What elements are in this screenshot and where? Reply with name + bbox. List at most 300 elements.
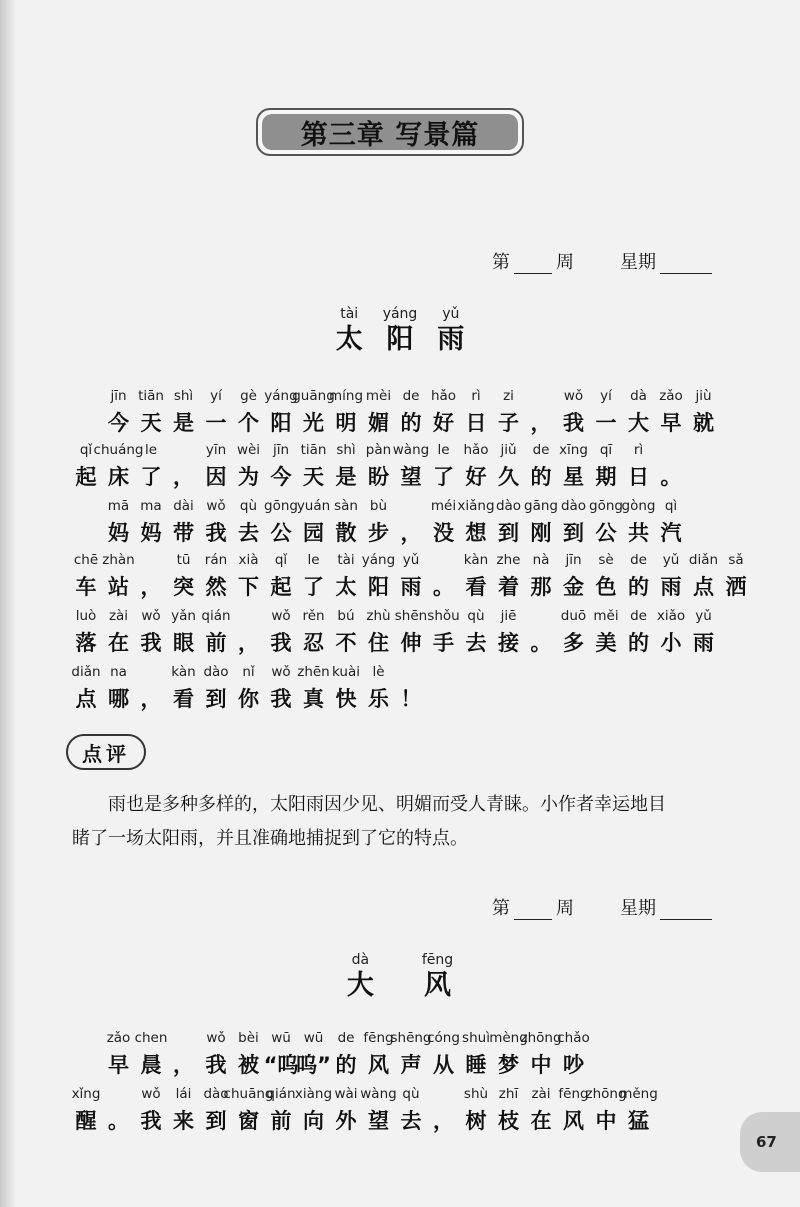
hanzi: 风 (368, 1053, 389, 1077)
hanzi: 雨 (693, 631, 714, 655)
pinyin: zhī (498, 1086, 519, 1102)
hanzi: 的 (628, 631, 649, 655)
hanzi: 小 (660, 631, 682, 655)
pinyin: zǎo (659, 388, 683, 404)
hanzi: 了 (140, 465, 162, 489)
pinyin: dà (630, 388, 647, 404)
pinyin: jiù (695, 388, 712, 404)
pinyin: gōng (264, 498, 298, 514)
pinyin: wū (303, 1030, 324, 1046)
hanzi: 个 (238, 411, 259, 435)
hanzi: 前 (270, 1109, 292, 1133)
hanzi: 。 (530, 631, 552, 655)
pinyin: chuáng (93, 442, 144, 458)
pinyin: zài (531, 1086, 551, 1102)
hanzi: 起 (270, 575, 292, 599)
hanzi: ， (400, 521, 422, 545)
pinyin: qì (664, 498, 678, 514)
pinyin: xiàng (294, 1086, 333, 1102)
pinyin: cóng (427, 1030, 460, 1046)
week-blank (514, 255, 552, 274)
hanzi: 步 (368, 521, 389, 545)
hanzi: 妈 (140, 521, 162, 545)
pinyin: na (110, 664, 127, 680)
hanzi: ， (140, 575, 162, 599)
hanzi: 住 (368, 631, 389, 655)
hanzi: 哪 (108, 687, 129, 711)
hanzi: 那 (530, 575, 552, 599)
hanzi: 前 (205, 631, 227, 655)
pinyin: yáng (361, 552, 396, 568)
hanzi: 汽 (660, 521, 682, 545)
hanzi: 声 (400, 1053, 422, 1077)
hanzi: 久 (498, 465, 519, 489)
hanzi: 好 (465, 465, 487, 489)
week-line-2 (492, 894, 712, 920)
hanzi: 洒 (725, 575, 747, 599)
pinyin: wǒ (206, 498, 226, 514)
hanzi: 太 (335, 575, 357, 599)
hanzi: 阳 (368, 575, 389, 599)
pinyin: dào (203, 1086, 229, 1102)
pinyin: sàn (334, 498, 358, 514)
pinyin: zhe (496, 552, 521, 568)
pinyin: de (337, 1030, 355, 1046)
pinyin: lái (175, 1086, 192, 1102)
hanzi: 到 (205, 687, 227, 711)
hanzi: 我 (270, 631, 292, 655)
hanzi: 望 (400, 465, 422, 489)
comment-text-line2: 睹了一场太阳雨，并且准确地捕捉到了它的特点。 (72, 828, 468, 849)
pinyin: nà (532, 552, 550, 568)
hanzi: 没 (433, 521, 454, 545)
hanzi: 我 (563, 411, 584, 435)
title-pinyin: tài (340, 306, 359, 322)
pinyin: de (630, 552, 647, 568)
pinyin (631, 442, 711, 462)
pinyin: gè (240, 388, 257, 404)
hanzi: 梦 (498, 1053, 519, 1077)
pinyin: le (144, 442, 158, 458)
pinyin: yǔ (695, 608, 712, 624)
pinyin: tài (337, 552, 355, 568)
hanzi: ！ (400, 687, 422, 711)
hanzi: ， (238, 631, 259, 655)
pinyin: wǒ (141, 608, 161, 624)
week-blank (514, 901, 552, 920)
pinyin: yǔ (402, 552, 420, 568)
pinyin: rěn (302, 608, 325, 624)
pinyin: qǐ (274, 552, 288, 568)
pinyin: rì (471, 388, 481, 404)
weekday-blank (660, 255, 712, 274)
pinyin: jiǔ (500, 442, 517, 458)
pinyin: de (402, 388, 420, 404)
hanzi: 乐 (368, 687, 389, 711)
hanzi: 早 (108, 1053, 129, 1077)
pinyin: yuán (296, 498, 331, 514)
pinyin: rán (204, 552, 228, 568)
pinyin: yí (600, 388, 612, 404)
hanzi: 园 (303, 521, 324, 545)
hanzi: 忍 (303, 631, 324, 655)
hanzi: 期 (595, 465, 617, 489)
text-line (0, 388, 800, 442)
pinyin: tiān (300, 442, 327, 458)
pinyin: zǎo (106, 1030, 131, 1046)
chapter-title: 第三章 写景篇 (300, 119, 480, 151)
hanzi: 美 (595, 631, 617, 655)
pinyin: pàn (365, 442, 392, 458)
week-suffix: 周 (556, 252, 574, 273)
title-char (383, 306, 418, 356)
pinyin: rì (633, 442, 644, 458)
pinyin: shì (173, 388, 194, 404)
page-number-tab (740, 1112, 800, 1172)
hanzi: 去 (465, 631, 487, 655)
hanzi: 突 (173, 575, 194, 599)
hanzi: 看 (173, 687, 194, 711)
hanzi: 手 (433, 631, 454, 655)
pinyin: zhōng (585, 1086, 627, 1102)
pinyin: bù (369, 498, 388, 514)
weekday-label: 星期 (620, 252, 656, 273)
chapter-banner-inner (262, 114, 518, 150)
title-hanzi: 雨 (437, 324, 465, 355)
hanzi: 从 (433, 1053, 454, 1077)
hanzi: 呜” (296, 1053, 331, 1077)
hanzi: 散 (335, 521, 357, 545)
hanzi: 我 (205, 521, 227, 545)
hanzi: 共 (628, 521, 649, 545)
hanzi: “呜 (263, 1053, 299, 1077)
pinyin: xīng (559, 442, 588, 458)
pinyin: qù (239, 498, 258, 514)
pinyin: gòng (621, 498, 656, 514)
char-cell (684, 608, 724, 658)
hanzi: 不 (335, 631, 357, 655)
hanzi: 了 (303, 575, 324, 599)
pinyin: shēng (390, 1030, 432, 1046)
hanzi: 早 (660, 411, 682, 435)
text-line (0, 1030, 800, 1084)
pinyin: nǐ (242, 664, 255, 680)
pinyin: de (532, 442, 550, 458)
pinyin: bú (337, 608, 355, 624)
hanzi: 。 (433, 575, 454, 599)
hanzi: 望 (368, 1109, 389, 1133)
pinyin: dài (173, 498, 194, 514)
hanzi: 。 (108, 1109, 129, 1133)
hanzi: 你 (238, 687, 259, 711)
hanzi: 看 (465, 575, 487, 599)
pinyin: hǎo (430, 388, 457, 404)
pinyin: gāng (524, 498, 558, 514)
hanzi: 今 (108, 411, 129, 435)
comment-text-line1: 雨也是多种多样的，太阳雨因少见、明媚而受人青睐。小作者幸运地目 (108, 794, 666, 815)
hanzi: 盼 (368, 465, 389, 489)
hanzi: 大 (628, 411, 649, 435)
hanzi: 伸 (400, 631, 422, 655)
pinyin: kàn (463, 552, 489, 568)
hanzi: 中 (595, 1109, 617, 1133)
char-cell (716, 552, 756, 602)
pinyin: chē (73, 552, 99, 568)
hanzi: 风 (563, 1109, 584, 1133)
pinyin: luò (75, 608, 97, 624)
pinyin: shù (463, 1086, 489, 1102)
pinyin: yáng (264, 388, 298, 404)
text-line (0, 498, 800, 552)
hanzi: 眼 (173, 631, 194, 655)
pinyin: de (630, 608, 647, 624)
hanzi: 多 (563, 631, 584, 655)
title-hanzi: 太 (335, 324, 363, 355)
week-prefix: 第 (492, 898, 510, 919)
hanzi: 我 (270, 687, 292, 711)
hanzi: 金 (563, 575, 584, 599)
hanzi: ， (173, 465, 194, 489)
pinyin: dào (560, 498, 587, 514)
hanzi: 吵 (563, 1053, 584, 1077)
hanzi: 中 (530, 1053, 552, 1077)
text-line (0, 552, 800, 606)
title-hanzi: 阳 (386, 324, 414, 355)
pinyin: dào (495, 498, 522, 514)
hanzi: 星 (563, 465, 584, 489)
pinyin: lè (372, 664, 385, 680)
article-title-sun-rain (0, 306, 800, 356)
pinyin: zhù (366, 608, 391, 624)
hanzi: 站 (108, 575, 129, 599)
char-cell (651, 442, 691, 492)
pinyin: yǔ (662, 552, 680, 568)
pinyin: yǎn (171, 608, 196, 624)
text-line (0, 664, 800, 718)
hanzi: 树 (465, 1109, 487, 1133)
weekday-label: 星期 (620, 898, 656, 919)
hanzi: ， (173, 1053, 194, 1077)
pinyin: zhàn (102, 552, 135, 568)
pinyin: mèng (489, 1030, 528, 1046)
hanzi: 公 (595, 521, 617, 545)
hanzi: 妈 (108, 521, 129, 545)
pinyin: chuāng (223, 1086, 274, 1102)
hanzi: 起 (75, 465, 97, 489)
pinyin: wǒ (206, 1030, 226, 1046)
hanzi: 猛 (628, 1109, 649, 1133)
pinyin: jīn (565, 552, 582, 568)
pinyin: xiǎo (656, 608, 686, 624)
pinyin: wèi (236, 442, 261, 458)
hanzi: 了 (433, 465, 454, 489)
pinyin: jīn (272, 442, 290, 458)
hanzi: 色 (595, 575, 617, 599)
article-title-big-wind (0, 952, 800, 1002)
pinyin: zhēn (297, 664, 330, 680)
pinyin: qǐ (79, 442, 93, 458)
hanzi: 真 (303, 687, 324, 711)
pinyin: wǒ (141, 1086, 161, 1102)
char-cell (651, 498, 691, 548)
hanzi: 醒 (75, 1109, 97, 1133)
hanzi: 。 (660, 465, 682, 489)
pinyin (371, 664, 451, 684)
pinyin: hǎo (463, 442, 489, 458)
pinyin: mèi (365, 388, 392, 404)
pinyin: jiē (500, 608, 517, 624)
text-line (0, 1086, 800, 1140)
hanzi: 点 (693, 575, 714, 599)
hanzi: 就 (693, 411, 714, 435)
pinyin: wǒ (563, 388, 584, 404)
hanzi: 是 (335, 465, 357, 489)
pinyin: shuì (462, 1030, 490, 1046)
pinyin: shǒu (427, 608, 460, 624)
pinyin: diǎn (71, 664, 101, 680)
hanzi: 外 (335, 1109, 357, 1133)
title-pinyin: yáng (382, 306, 418, 322)
hanzi: 到 (498, 521, 519, 545)
hanzi: 下 (238, 575, 259, 599)
hanzi: 光 (303, 411, 324, 435)
hanzi: 睡 (465, 1053, 487, 1077)
pinyin: méi (430, 498, 457, 514)
pinyin: měng (619, 1086, 658, 1102)
title-char (422, 952, 453, 1002)
hanzi: 的 (400, 411, 422, 435)
hanzi: 到 (563, 521, 584, 545)
pinyin: wǒ (271, 664, 291, 680)
hanzi: 点 (75, 687, 97, 711)
hanzi: ， (530, 411, 552, 435)
pinyin: duō (560, 608, 587, 624)
pinyin: sè (598, 552, 614, 568)
pinyin: chǎo (557, 1030, 590, 1046)
text-line (0, 608, 800, 662)
pinyin: tiān (138, 388, 164, 404)
hanzi: 天 (303, 465, 324, 489)
pinyin: měi (593, 608, 619, 624)
pinyin: wàng (360, 1086, 397, 1102)
pinyin: jīn (110, 388, 127, 404)
hanzi: 在 (108, 631, 129, 655)
hanzi: 今 (270, 465, 292, 489)
pinyin: zi (503, 388, 514, 404)
title-char (347, 952, 374, 1002)
hanzi: 天 (140, 411, 162, 435)
pinyin: mā (107, 498, 130, 514)
pinyin: qián (201, 608, 231, 624)
title-pinyin: fēng (421, 952, 454, 968)
chapter-banner (256, 108, 524, 156)
pinyin: wài (334, 1086, 358, 1102)
hanzi: 阳 (270, 411, 292, 435)
pinyin: xià (238, 552, 259, 568)
hanzi: 好 (433, 411, 454, 435)
pinyin: shì (336, 442, 356, 458)
pinyin: qī (599, 442, 613, 458)
hanzi: 子 (498, 411, 519, 435)
pinyin: míng (328, 388, 364, 404)
pinyin: tū (176, 552, 191, 568)
hanzi: 向 (303, 1109, 324, 1133)
hanzi: 然 (205, 575, 227, 599)
char-cell (554, 1030, 594, 1080)
pinyin: xǐng (71, 1086, 101, 1102)
title-hanzi: 风 (424, 970, 451, 1001)
hanzi: 雨 (400, 575, 422, 599)
pinyin: diǎn (688, 552, 719, 568)
pinyin: zhōng (520, 1030, 562, 1046)
pinyin: qù (402, 1086, 420, 1102)
pinyin: chen (134, 1030, 168, 1046)
pinyin: xiǎng (457, 498, 495, 514)
hanzi: 带 (173, 521, 194, 545)
char-cell (391, 664, 431, 714)
hanzi: 晨 (140, 1053, 162, 1077)
pinyin: fēng (558, 1086, 589, 1102)
hanzi: ， (140, 687, 162, 711)
hanzi: 着 (498, 575, 519, 599)
pinyin: guāng (292, 388, 335, 404)
pinyin: yí (210, 388, 222, 404)
hanzi: 来 (173, 1109, 194, 1133)
pinyin: ma (140, 498, 162, 514)
comment-label (66, 734, 146, 770)
hanzi: 我 (140, 1109, 162, 1133)
hanzi: 日 (465, 411, 487, 435)
hanzi: 因 (205, 465, 227, 489)
hanzi: 去 (238, 521, 259, 545)
hanzi: 日 (628, 465, 649, 489)
hanzi: 明 (335, 411, 357, 435)
pinyin: qián (266, 1086, 296, 1102)
hanzi: 在 (530, 1109, 552, 1133)
hanzi: 枝 (498, 1109, 519, 1133)
hanzi: 快 (335, 687, 357, 711)
title-pinyin: dà (351, 952, 370, 968)
hanzi: ， (433, 1109, 454, 1133)
hanzi: 为 (238, 465, 259, 489)
title-char (437, 306, 464, 356)
pinyin: yīn (205, 442, 227, 458)
title-hanzi: 大 (346, 970, 374, 1001)
hanzi: 刚 (530, 521, 552, 545)
page-number: 67 (756, 1133, 777, 1151)
pinyin: fēng (363, 1030, 394, 1046)
week-prefix: 第 (492, 252, 510, 273)
weekday-blank (660, 901, 712, 920)
week-line-1 (492, 248, 712, 274)
title-char (336, 306, 363, 356)
hanzi: 是 (173, 411, 194, 435)
hanzi: 床 (108, 465, 129, 489)
text-line (0, 442, 800, 496)
pinyin: sǎ (728, 552, 744, 568)
pinyin: zài (108, 608, 129, 624)
hanzi: 到 (205, 1109, 227, 1133)
hanzi: 的 (530, 465, 552, 489)
hanzi: 一 (205, 411, 227, 435)
hanzi: 去 (400, 1109, 422, 1133)
hanzi: 公 (270, 521, 292, 545)
hanzi: 窗 (238, 1109, 259, 1133)
pinyin: shēn (394, 608, 428, 624)
pinyin: bèi (238, 1030, 259, 1046)
comment-label-text: 点评 (82, 741, 130, 766)
pinyin: kàn (171, 664, 196, 680)
